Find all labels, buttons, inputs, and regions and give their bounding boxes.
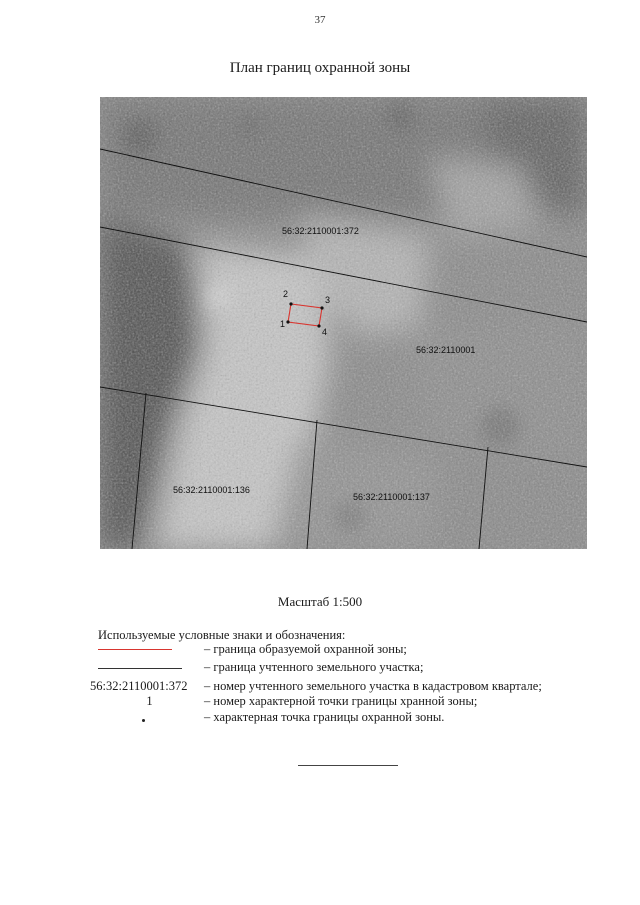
legend-symbol-text: 56:32:2110001:372 <box>90 679 188 693</box>
page-title: План границ охранной зоны <box>229 60 411 76</box>
legend-item <box>98 641 618 657</box>
boundary-point <box>286 320 289 323</box>
point-number: 4 <box>322 327 328 337</box>
black-line-symbol <box>98 668 182 669</box>
legend-symbol <box>98 659 201 675</box>
parcel-label: 56:32:2110001:137 <box>353 492 430 502</box>
legend-description: – граница учтенного земельного участка; <box>204 660 424 674</box>
legend-symbol <box>98 709 201 725</box>
legend-symbol-text: 1 <box>146 694 153 708</box>
parcel-label: 56:32:2110001 <box>416 345 476 355</box>
parcel-label: 56:32:2110001:136 <box>173 485 250 495</box>
red-line-symbol <box>98 649 172 650</box>
legend-item <box>90 678 618 694</box>
legend-symbol <box>98 641 201 657</box>
legend-description: – номер характерной точки границы хранной зоны; <box>204 694 478 708</box>
point-number: 1 <box>280 319 286 329</box>
point-dot-symbol <box>142 719 145 722</box>
cadastral-map <box>100 97 587 549</box>
point-number: 3 <box>325 295 331 305</box>
map-scale: Масштаб 1:500 <box>277 594 363 609</box>
boundary-point <box>320 306 323 309</box>
legend-description: – характерная точка границы охранной зоны. <box>204 710 445 724</box>
legend-heading: Используемые условные знаки и обозначения: <box>98 628 346 642</box>
map-svg <box>100 97 587 549</box>
parcel-label: 56:32:2110001:372 <box>282 226 359 236</box>
boundary-point <box>289 302 292 305</box>
legend-description: – граница образуемой охранной зоны; <box>204 642 407 656</box>
boundary-point <box>317 324 320 327</box>
legend-description: – номер учтенного земельного участка в кадастровом квартале; <box>204 679 542 693</box>
legend-item <box>98 659 618 675</box>
page-number: 37 <box>314 14 326 26</box>
signature-line <box>298 765 398 766</box>
point-number: 2 <box>283 289 289 299</box>
legend-item <box>98 693 618 709</box>
legend-item <box>98 709 618 725</box>
